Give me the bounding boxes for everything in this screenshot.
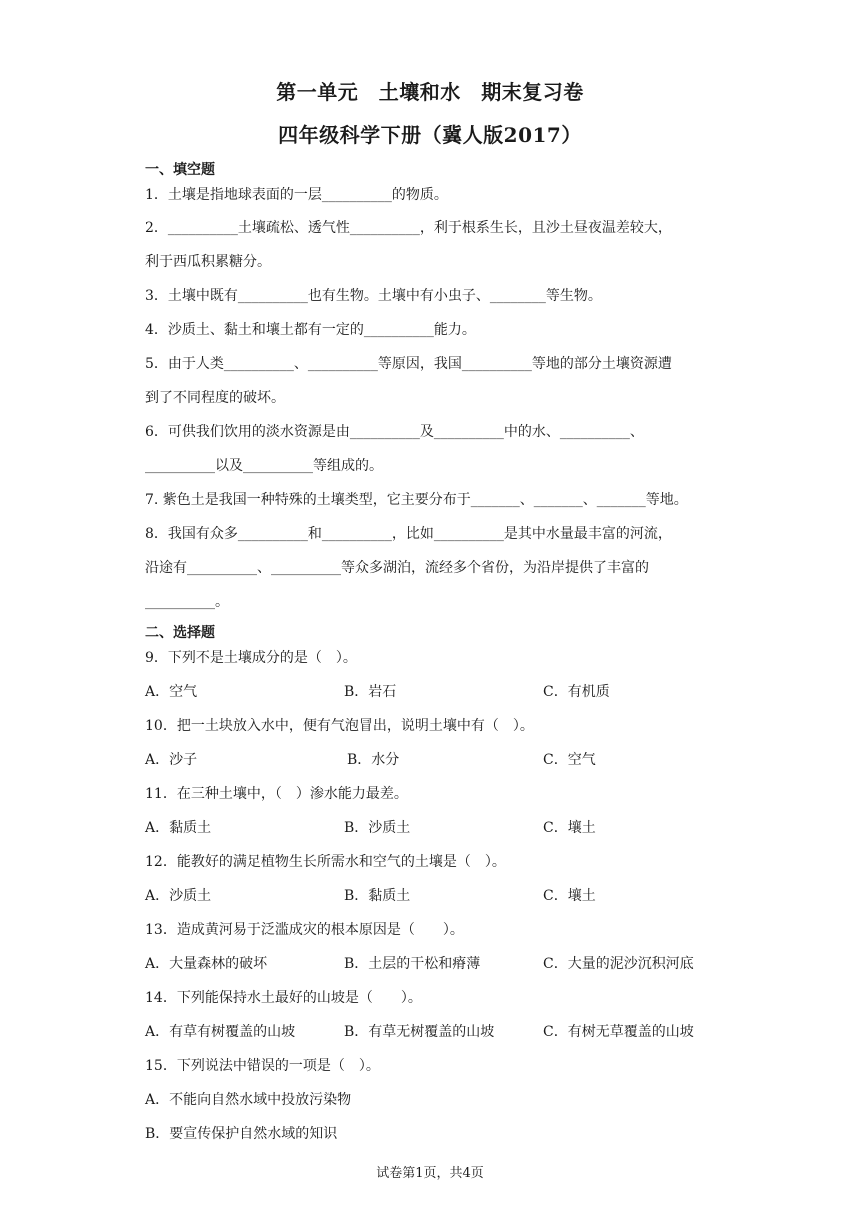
question-5-line-1: 5．由于人类__________、__________等原因，我国__________等地的部分土壤资源遭 — [145, 356, 672, 372]
option-a: A．有草有树覆盖的山坡 — [145, 1024, 296, 1040]
option-b: B．要宣传保护自然水域的知识 — [145, 1126, 338, 1142]
question-7: 7. 紫色土是我国一种特殊的土壤类型，它主要分布于_______、_______、_______等地。 — [145, 492, 688, 508]
page-subtitle: 四年级科学下册（冀人版2017） — [278, 123, 582, 147]
question-4: 4．沙质土、黏土和壤土都有一定的__________能力。 — [145, 322, 476, 338]
option-b: B．岩石 — [344, 684, 397, 700]
option-b: B．土层的干松和瘠薄 — [344, 956, 481, 972]
question-5-line-2: 到了不同程度的破坏。 — [145, 390, 285, 406]
question-15: 15．下列说法中错误的一项是（ ）。 — [145, 1058, 380, 1074]
section-fill-blank: 一、填空题 — [145, 162, 215, 178]
option-c: C．壤土 — [543, 820, 596, 836]
option-c: C．空气 — [543, 752, 596, 768]
option-c: C．有树无草覆盖的山坡 — [543, 1024, 694, 1040]
option-c: C．壤土 — [543, 888, 596, 904]
question-8-line-3: __________。 — [145, 594, 229, 610]
option-a: A．沙质土 — [145, 888, 212, 904]
question-10: 10．把一土块放入水中，便有气泡冒出，说明土壤中有（ ）。 — [145, 718, 534, 734]
option-a: A．沙子 — [145, 752, 198, 768]
option-a: A．黏质土 — [145, 820, 212, 836]
question-2-line-1: 2．__________土壤疏松、透气性__________，利于根系生长，且沙土昼夜温差较大， — [145, 220, 672, 236]
question-3: 3．土壤中既有__________也有生物。土壤中有小虫子、________等生物。 — [145, 288, 602, 304]
page-footer: 试卷第1页，共4页 — [376, 1166, 484, 1181]
option-b: B．沙质土 — [344, 820, 411, 836]
question-8-line-2: 沿途有__________、__________等众多湖泊，流经多个省份，为沿岸提供了丰富的 — [145, 560, 649, 576]
question-9: 9．下列不是土壤成分的是（ ）。 — [145, 650, 357, 666]
question-12: 12．能教好的满足植物生长所需水和空气的土壤是（ ）。 — [145, 854, 506, 870]
page-title: 第一单元 土壤和水 期末复习卷 — [276, 80, 584, 104]
question-2-line-2: 利于西瓜积累糖分。 — [145, 254, 271, 270]
option-b: B．黏质土 — [344, 888, 411, 904]
question-6-line-2: __________以及__________等组成的。 — [145, 458, 383, 474]
question-13: 13．造成黄河易于泛滥成灾的根本原因是（ ）。 — [145, 922, 464, 938]
question-8-line-1: 8．我国有众多__________和__________，比如__________是其中水量最丰富的河流， — [145, 526, 672, 542]
option-c: C．大量的泥沙沉积河底 — [543, 956, 694, 972]
option-a: A．大量森林的破坏 — [145, 956, 268, 972]
option-a: A．空气 — [145, 684, 198, 700]
option-a: A．不能向自然水域中投放污染物 — [145, 1092, 352, 1108]
section-multiple-choice: 二、选择题 — [145, 625, 215, 641]
question-6-line-1: 6．可供我们饮用的淡水资源是由__________及__________中的水、__________、 — [145, 424, 644, 440]
option-c: C．有机质 — [543, 684, 610, 700]
option-b: B．有草无树覆盖的山坡 — [344, 1024, 495, 1040]
question-1: 1．土壤是指地球表面的一层__________的物质。 — [145, 187, 448, 203]
option-b: B．水分 — [347, 752, 400, 768]
question-14: 14．下列能保持水土最好的山坡是（ ）。 — [145, 990, 422, 1006]
question-11: 11．在三种土壤中，（ ）渗水能力最差。 — [145, 786, 408, 802]
